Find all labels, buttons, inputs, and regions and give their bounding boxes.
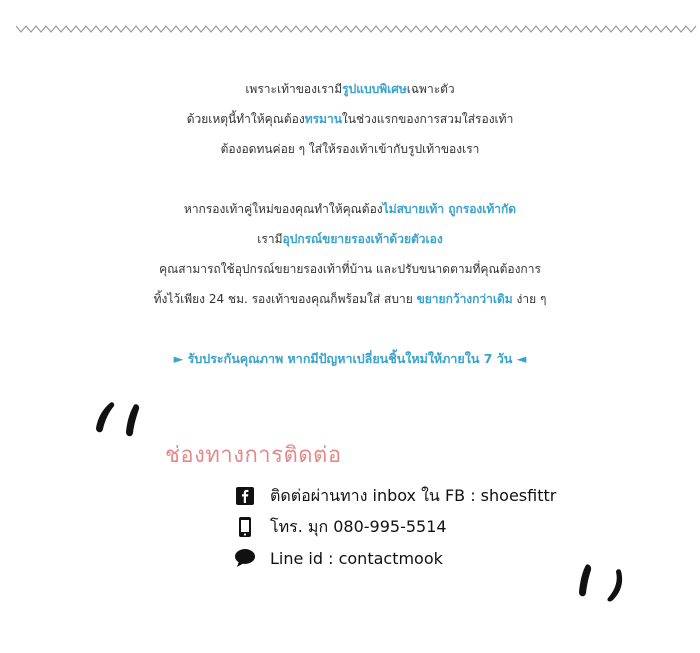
contact-phone[interactable] xyxy=(234,514,447,540)
contact-facebook[interactable] xyxy=(234,483,556,509)
guarantee-banner xyxy=(0,344,700,374)
phone-icon xyxy=(234,516,256,538)
info-paragraph-1 xyxy=(0,74,700,164)
highlight-text: อุปกรณ์ขยายรองเท้าด้วยตัวเอง xyxy=(282,232,443,246)
highlight-text: ทรมาน xyxy=(304,112,342,126)
highlight-text: ขยายกว้างกว่าเดิม xyxy=(416,292,513,306)
contact-phone-text: โทร. มุก 080-995-5514 xyxy=(270,516,447,536)
arrow-right-icon: ► xyxy=(173,351,184,366)
contact-line-text: Line id : contactmook xyxy=(270,548,443,568)
highlight-text: ไม่สบายเท้า ถูกรองเท้ากัด xyxy=(382,202,517,216)
highlight-text: รูปแบบพิเศษ xyxy=(342,82,407,96)
info-line: เรามีอุปกรณ์ขยายรองเท้าด้วยตัวเอง xyxy=(257,232,443,246)
close-quote-icon xyxy=(576,562,628,606)
arrow-left-icon: ◄ xyxy=(516,351,527,366)
chat-bubble-icon xyxy=(234,548,256,568)
info-paragraph-2 xyxy=(0,194,700,314)
open-quote-icon xyxy=(92,398,144,442)
guarantee-text: รับประกันคุณภาพ หากมีปัญหาเปลี่ยนชิ้นใหม่ให้ภายใน 7 วัน xyxy=(187,351,513,366)
wavy-divider xyxy=(16,24,700,34)
info-line: ต้องอดทนค่อย ๆ ใส่ให้รองเท้าเข้ากับรูปเท้าของเรา xyxy=(220,142,480,156)
info-line: หากรองเท้าคู่ใหม่ของคุณทำให้คุณต้องไม่สบายเท้า ถูกรองเท้ากัด xyxy=(183,202,517,216)
contact-facebook-text: ติดต่อผ่านทาง inbox ใน FB : shoesfittr xyxy=(270,485,557,505)
contact-title: ช่องทางการติดต่อ xyxy=(165,443,342,468)
info-line: ด้วยเหตุนี้ทำให้คุณต้องทรมานในช่วงแรกของการสวมใส่รองเท้า xyxy=(186,112,514,126)
info-line: ทิ้งไว้เพียง 24 ชม. รองเท้าของคุณก็พร้อมใส่ สบาย ขยายกว้างกว่าเดิม ง่าย ๆ xyxy=(153,292,547,306)
info-line: คุณสามารถใช้อุปกรณ์ขยายรองเท้าที่บ้าน และปรับขนาดตามที่คุณต้องการ xyxy=(159,262,541,276)
info-line: เพราะเท้าของเรามีรูปแบบพิเศษเฉพาะตัว xyxy=(245,82,455,96)
facebook-icon xyxy=(234,486,256,506)
contact-line[interactable] xyxy=(234,545,443,571)
